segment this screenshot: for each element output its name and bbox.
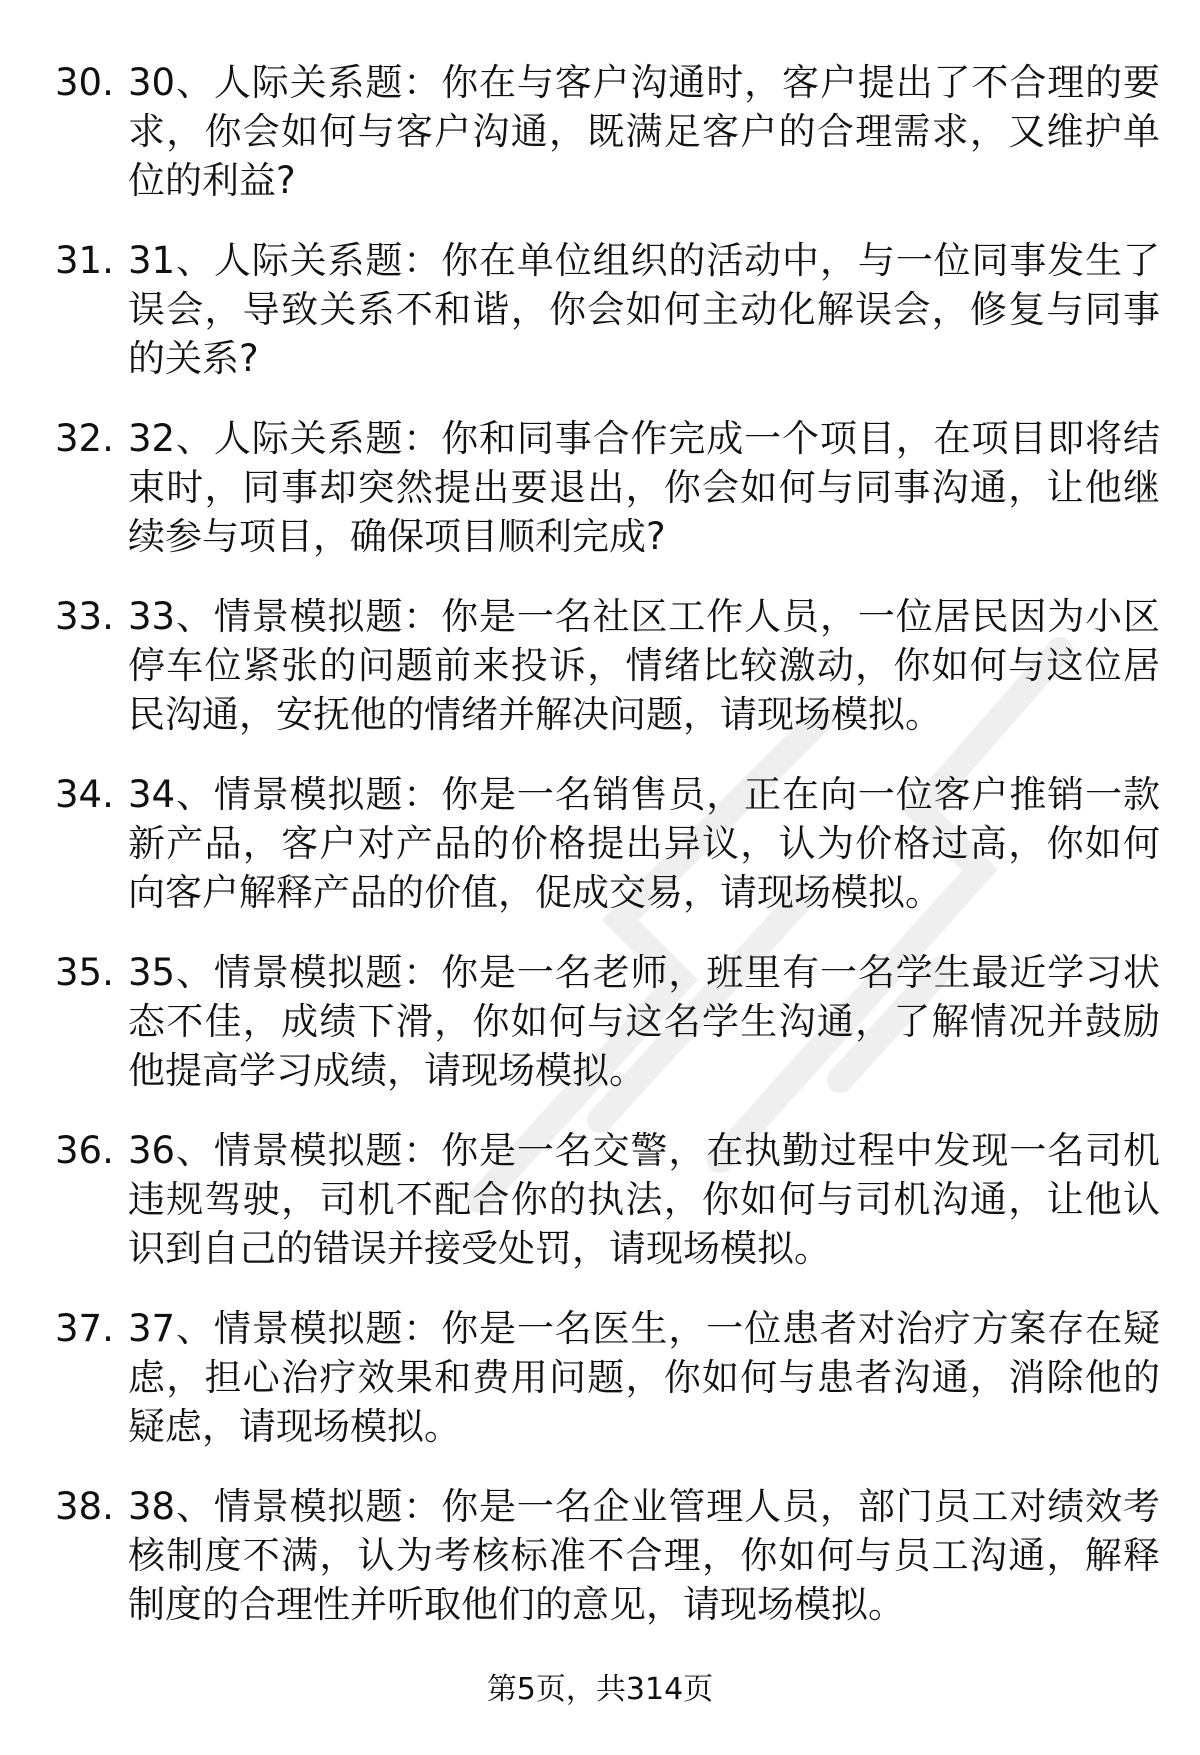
question-item-37 [0,1304,1200,1451]
question-number: 37. [55,1307,114,1350]
question-number: 33. [55,595,114,638]
question-number: 34. [55,773,114,816]
question-item-31 [0,236,1200,383]
question-item-32 [0,414,1200,561]
question-text: 33、情景模拟题：你是一名社区工作人员，一位居民因为小区停车位紧张的问题前来投诉，情绪比较激动，你如何与这位居民沟通，安抚他的情绪并解决问题，请现场模拟。 [128,595,1160,736]
question-text: 34、情景模拟题：你是一名销售员，正在向一位客户推销一款新产品，客户对产品的价格提出异议，认为价格过高，你如何向客户解释产品的价值，促成交易，请现场模拟。 [128,773,1160,914]
question-list [0,58,1200,1660]
question-item-35 [0,948,1200,1095]
question-number: 32. [55,417,114,460]
question-text: 35、情景模拟题：你是一名老师，班里有一名学生最近学习状态不佳，成绩下滑，你如何与这名学生沟通，了解情况并鼓励他提高学习成绩，请现场模拟。 [128,951,1160,1092]
question-item-34 [0,770,1200,917]
question-item-38 [0,1482,1200,1629]
question-text: 36、情景模拟题：你是一名交警，在执勤过程中发现一名司机违规驾驶，司机不配合你的执法，你如何与司机沟通，让他认识到自己的错误并接受处罚，请现场模拟。 [128,1129,1160,1270]
question-text: 31、人际关系题：你在单位组织的活动中，与一位同事发生了误会，导致关系不和谐，你会如何主动化解误会，修复与同事的关系? [128,239,1160,380]
question-text: 32、人际关系题：你和同事合作完成一个项目，在项目即将结束时，同事却突然提出要退出，你会如何与同事沟通，让他继续参与项目，确保项目顺利完成? [128,417,1160,558]
question-item-30 [0,58,1200,205]
question-number: 38. [55,1485,114,1528]
page-number: 第5页，共314页 [486,1672,714,1707]
question-number: 30. [55,61,114,104]
question-text: 37、情景模拟题：你是一名医生，一位患者对治疗方案存在疑虑，担心治疗效果和费用问题，你如何与患者沟通，消除他的疑虑，请现场模拟。 [128,1307,1160,1448]
question-item-36 [0,1126,1200,1273]
question-text: 38、情景模拟题：你是一名企业管理人员，部门员工对绩效考核制度不满，认为考核标准不合理，你如何与员工沟通，解释制度的合理性并听取他们的意见，请现场模拟。 [128,1485,1160,1626]
question-number: 35. [55,951,114,994]
question-item-33 [0,592,1200,739]
question-number: 31. [55,239,114,282]
question-text: 30、人际关系题：你在与客户沟通时，客户提出了不合理的要求，你会如何与客户沟通，既满足客户的合理需求，又维护单位的利益? [128,61,1160,202]
question-number: 36. [55,1129,114,1172]
